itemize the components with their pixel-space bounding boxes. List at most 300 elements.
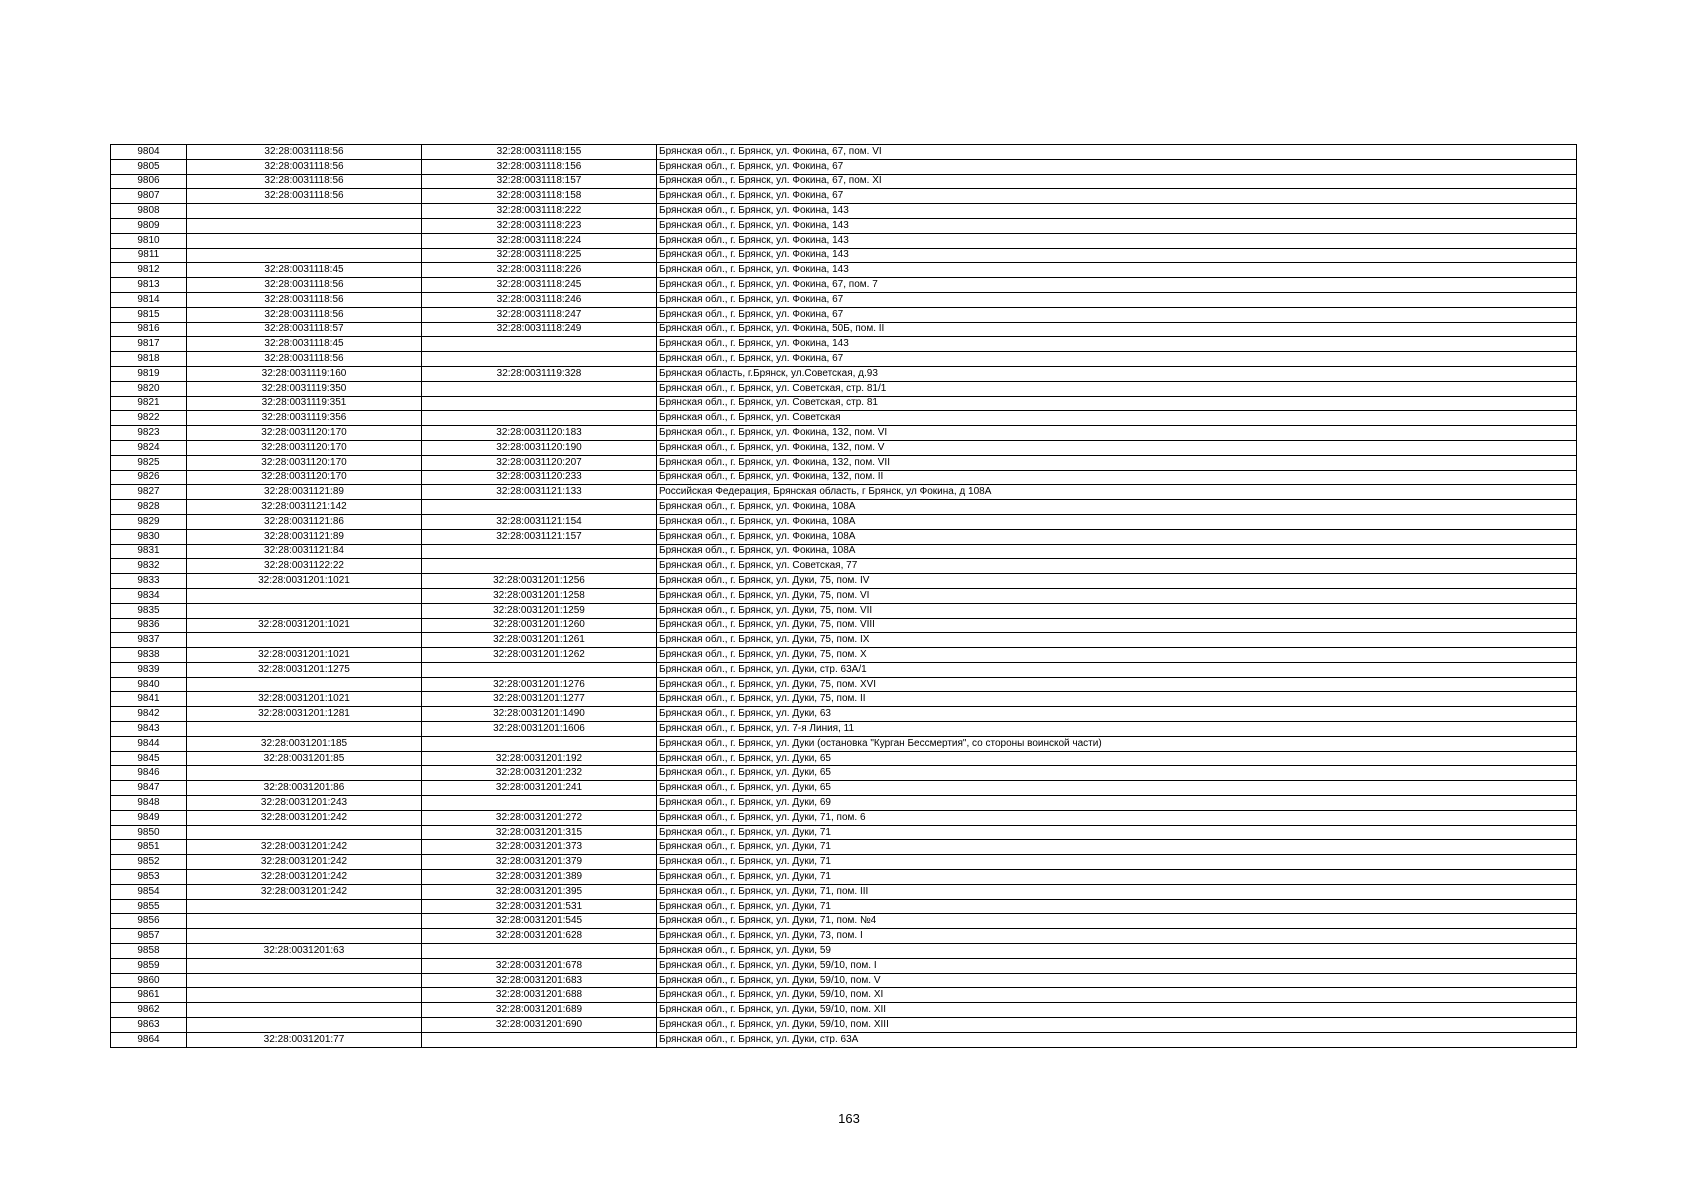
row-number-cell: 9817 bbox=[111, 337, 187, 352]
row-number-cell: 9824 bbox=[111, 440, 187, 455]
table-row bbox=[111, 736, 1577, 751]
object-cadastral-number-cell bbox=[422, 381, 657, 396]
table-row bbox=[111, 263, 1577, 278]
row-number-cell: 9833 bbox=[111, 574, 187, 589]
address-cell: Брянская обл., г. Брянск, ул. Дуки, стр. 63А bbox=[657, 1032, 1577, 1047]
row-number-cell: 9838 bbox=[111, 648, 187, 663]
object-cadastral-number-cell: 32:28:0031118:247 bbox=[422, 307, 657, 322]
address-cell: Брянская обл., г. Брянск, ул. Дуки, 59/10, пом. I bbox=[657, 958, 1577, 973]
parcel-cadastral-number-cell: 32:28:0031118:56 bbox=[187, 307, 422, 322]
parcel-cadastral-number-cell: 32:28:0031201:1021 bbox=[187, 574, 422, 589]
table-row bbox=[111, 352, 1577, 367]
table-row bbox=[111, 751, 1577, 766]
object-cadastral-number-cell: 32:28:0031201:678 bbox=[422, 958, 657, 973]
object-cadastral-number-cell: 32:28:0031118:156 bbox=[422, 159, 657, 174]
parcel-cadastral-number-cell: 32:28:0031118:45 bbox=[187, 337, 422, 352]
address-cell: Брянская обл., г. Брянск, ул. Дуки, 71, пом. III bbox=[657, 884, 1577, 899]
object-cadastral-number-cell: 32:28:0031201:1256 bbox=[422, 574, 657, 589]
parcel-cadastral-number-cell: 32:28:0031120:170 bbox=[187, 440, 422, 455]
row-number-cell: 9863 bbox=[111, 1018, 187, 1033]
address-cell: Брянская обл., г. Брянск, ул. Дуки, 65 bbox=[657, 751, 1577, 766]
table-row bbox=[111, 514, 1577, 529]
parcel-cadastral-number-cell: 32:28:0031121:89 bbox=[187, 485, 422, 500]
object-cadastral-number-cell: 32:28:0031118:225 bbox=[422, 248, 657, 263]
parcel-cadastral-number-cell: 32:28:0031121:84 bbox=[187, 544, 422, 559]
object-cadastral-number-cell: 32:28:0031201:545 bbox=[422, 914, 657, 929]
parcel-cadastral-number-cell: 32:28:0031121:86 bbox=[187, 514, 422, 529]
row-number-cell: 9854 bbox=[111, 884, 187, 899]
parcel-cadastral-number-cell: 32:28:0031201:1021 bbox=[187, 648, 422, 663]
parcel-cadastral-number-cell: 32:28:0031118:56 bbox=[187, 145, 422, 160]
row-number-cell: 9845 bbox=[111, 751, 187, 766]
row-number-cell: 9819 bbox=[111, 366, 187, 381]
address-cell: Брянская обл., г. Брянск, ул. Фокина, 143 bbox=[657, 218, 1577, 233]
parcel-cadastral-number-cell: 32:28:0031201:185 bbox=[187, 736, 422, 751]
address-cell: Брянская обл., г. Брянск, ул. Фокина, 50Б, пом. II bbox=[657, 322, 1577, 337]
address-cell: Брянская обл., г. Брянск, ул. Фокина, 143 bbox=[657, 248, 1577, 263]
address-cell: Брянская обл., г. Брянск, ул. 7-я Линия, 11 bbox=[657, 722, 1577, 737]
row-number-cell: 9864 bbox=[111, 1032, 187, 1047]
row-number-cell: 9826 bbox=[111, 470, 187, 485]
object-cadastral-number-cell bbox=[422, 944, 657, 959]
parcel-cadastral-number-cell: 32:28:0031201:1021 bbox=[187, 692, 422, 707]
table-row bbox=[111, 248, 1577, 263]
table-row bbox=[111, 145, 1577, 160]
address-cell: Брянская обл., г. Брянск, ул. Дуки, 71 bbox=[657, 840, 1577, 855]
address-cell: Брянская обл., г. Брянск, ул. Фокина, 132, пом. V bbox=[657, 440, 1577, 455]
parcel-cadastral-number-cell: 32:28:0031121:142 bbox=[187, 500, 422, 515]
table-row bbox=[111, 766, 1577, 781]
table-row bbox=[111, 174, 1577, 189]
object-cadastral-number-cell bbox=[422, 559, 657, 574]
object-cadastral-number-cell: 32:28:0031201:1606 bbox=[422, 722, 657, 737]
object-cadastral-number-cell: 32:28:0031118:158 bbox=[422, 189, 657, 204]
row-number-cell: 9859 bbox=[111, 958, 187, 973]
row-number-cell: 9811 bbox=[111, 248, 187, 263]
parcel-cadastral-number-cell: 32:28:0031201:242 bbox=[187, 870, 422, 885]
table-row bbox=[111, 914, 1577, 929]
address-cell: Брянская обл., г. Брянск, ул. Дуки, 75, пом. IX bbox=[657, 633, 1577, 648]
parcel-cadastral-number-cell bbox=[187, 914, 422, 929]
object-cadastral-number-cell: 32:28:0031121:133 bbox=[422, 485, 657, 500]
object-cadastral-number-cell: 32:28:0031118:222 bbox=[422, 204, 657, 219]
table-row bbox=[111, 722, 1577, 737]
table-row bbox=[111, 588, 1577, 603]
parcel-cadastral-number-cell bbox=[187, 1018, 422, 1033]
parcel-cadastral-number-cell: 32:28:0031118:56 bbox=[187, 189, 422, 204]
parcel-cadastral-number-cell bbox=[187, 929, 422, 944]
object-cadastral-number-cell: 32:28:0031201:688 bbox=[422, 988, 657, 1003]
address-cell: Брянская обл., г. Брянск, ул. Фокина, 108А bbox=[657, 514, 1577, 529]
object-cadastral-number-cell: 32:28:0031120:183 bbox=[422, 426, 657, 441]
parcel-cadastral-number-cell bbox=[187, 899, 422, 914]
table-row bbox=[111, 470, 1577, 485]
address-cell: Брянская обл., г. Брянск, ул. Дуки (остановка "Курган Бессмертия", со стороны воинской части) bbox=[657, 736, 1577, 751]
parcel-cadastral-number-cell: 32:28:0031121:89 bbox=[187, 529, 422, 544]
row-number-cell: 9810 bbox=[111, 233, 187, 248]
table-row bbox=[111, 500, 1577, 515]
address-cell: Брянская обл., г. Брянск, ул. Фокина, 67, пом. 7 bbox=[657, 278, 1577, 293]
table-row bbox=[111, 218, 1577, 233]
address-cell: Брянская обл., г. Брянск, ул. Фокина, 132, пом. VII bbox=[657, 455, 1577, 470]
parcel-cadastral-number-cell bbox=[187, 204, 422, 219]
table-row bbox=[111, 337, 1577, 352]
row-number-cell: 9814 bbox=[111, 292, 187, 307]
row-number-cell: 9815 bbox=[111, 307, 187, 322]
address-cell: Брянская обл., г. Брянск, ул. Дуки, стр. 63А/1 bbox=[657, 662, 1577, 677]
object-cadastral-number-cell bbox=[422, 1032, 657, 1047]
object-cadastral-number-cell: 32:28:0031201:1261 bbox=[422, 633, 657, 648]
parcel-cadastral-number-cell: 32:28:0031201:242 bbox=[187, 810, 422, 825]
parcel-cadastral-number-cell: 32:28:0031201:77 bbox=[187, 1032, 422, 1047]
address-cell: Брянская обл., г. Брянск, ул. Советская, стр. 81 bbox=[657, 396, 1577, 411]
parcel-cadastral-number-cell bbox=[187, 973, 422, 988]
row-number-cell: 9837 bbox=[111, 633, 187, 648]
address-cell: Брянская обл., г. Брянск, ул. Дуки, 59/10, пом. XIII bbox=[657, 1018, 1577, 1033]
parcel-cadastral-number-cell: 32:28:0031201:85 bbox=[187, 751, 422, 766]
address-cell: Брянская обл., г. Брянск, ул. Фокина, 143 bbox=[657, 233, 1577, 248]
object-cadastral-number-cell: 32:28:0031201:1262 bbox=[422, 648, 657, 663]
row-number-cell: 9820 bbox=[111, 381, 187, 396]
object-cadastral-number-cell: 32:28:0031201:690 bbox=[422, 1018, 657, 1033]
address-cell: Брянская обл., г. Брянск, ул. Фокина, 143 bbox=[657, 337, 1577, 352]
table-row bbox=[111, 396, 1577, 411]
parcel-cadastral-number-cell: 32:28:0031201:63 bbox=[187, 944, 422, 959]
address-cell: Брянская обл., г. Брянск, ул. Фокина, 108А bbox=[657, 529, 1577, 544]
parcel-cadastral-number-cell bbox=[187, 633, 422, 648]
object-cadastral-number-cell: 32:28:0031120:233 bbox=[422, 470, 657, 485]
row-number-cell: 9829 bbox=[111, 514, 187, 529]
address-cell: Брянская область, г.Брянск, ул.Советская, д.93 bbox=[657, 366, 1577, 381]
row-number-cell: 9856 bbox=[111, 914, 187, 929]
row-number-cell: 9808 bbox=[111, 204, 187, 219]
table-row bbox=[111, 603, 1577, 618]
object-cadastral-number-cell bbox=[422, 736, 657, 751]
parcel-cadastral-number-cell: 32:28:0031118:56 bbox=[187, 292, 422, 307]
object-cadastral-number-cell: 32:28:0031201:689 bbox=[422, 1003, 657, 1018]
address-cell: Брянская обл., г. Брянск, ул. Дуки, 75, пом. IV bbox=[657, 574, 1577, 589]
parcel-cadastral-number-cell: 32:28:0031118:57 bbox=[187, 322, 422, 337]
row-number-cell: 9836 bbox=[111, 618, 187, 633]
table-row bbox=[111, 884, 1577, 899]
object-cadastral-number-cell: 32:28:0031118:226 bbox=[422, 263, 657, 278]
row-number-cell: 9835 bbox=[111, 603, 187, 618]
row-number-cell: 9858 bbox=[111, 944, 187, 959]
address-cell: Брянская обл., г. Брянск, ул. Дуки, 71 bbox=[657, 870, 1577, 885]
table-row bbox=[111, 899, 1577, 914]
object-cadastral-number-cell bbox=[422, 796, 657, 811]
address-cell: Брянская обл., г. Брянск, ул. Фокина, 143 bbox=[657, 263, 1577, 278]
row-number-cell: 9862 bbox=[111, 1003, 187, 1018]
table-row bbox=[111, 958, 1577, 973]
address-cell: Брянская обл., г. Брянск, ул. Советская bbox=[657, 411, 1577, 426]
parcel-cadastral-number-cell: 32:28:0031119:160 bbox=[187, 366, 422, 381]
table-row bbox=[111, 381, 1577, 396]
address-cell: Брянская обл., г. Брянск, ул. Фокина, 67, пом. XI bbox=[657, 174, 1577, 189]
table-row bbox=[111, 692, 1577, 707]
table-row bbox=[111, 825, 1577, 840]
address-cell: Брянская обл., г. Брянск, ул. Фокина, 108А bbox=[657, 500, 1577, 515]
address-cell: Брянская обл., г. Брянск, ул. Дуки, 75, пом. VIII bbox=[657, 618, 1577, 633]
parcel-cadastral-number-cell bbox=[187, 988, 422, 1003]
address-cell: Брянская обл., г. Брянск, ул. Дуки, 75, пом. VI bbox=[657, 588, 1577, 603]
object-cadastral-number-cell: 32:28:0031118:246 bbox=[422, 292, 657, 307]
table-row bbox=[111, 633, 1577, 648]
row-number-cell: 9821 bbox=[111, 396, 187, 411]
row-number-cell: 9813 bbox=[111, 278, 187, 293]
address-cell: Брянская обл., г. Брянск, ул. Дуки, 71, пом. №4 bbox=[657, 914, 1577, 929]
address-cell: Брянская обл., г. Брянск, ул. Дуки, 59/10, пом. V bbox=[657, 973, 1577, 988]
table-row bbox=[111, 426, 1577, 441]
address-cell: Брянская обл., г. Брянск, ул. Фокина, 108А bbox=[657, 544, 1577, 559]
parcel-cadastral-number-cell: 32:28:0031201:1021 bbox=[187, 618, 422, 633]
object-cadastral-number-cell: 32:28:0031201:192 bbox=[422, 751, 657, 766]
address-cell: Брянская обл., г. Брянск, ул. Дуки, 71 bbox=[657, 855, 1577, 870]
table-row bbox=[111, 1032, 1577, 1047]
object-cadastral-number-cell bbox=[422, 500, 657, 515]
row-number-cell: 9805 bbox=[111, 159, 187, 174]
address-cell: Брянская обл., г. Брянск, ул. Дуки, 59/10, пом. XII bbox=[657, 1003, 1577, 1018]
parcel-cadastral-number-cell: 32:28:0031201:243 bbox=[187, 796, 422, 811]
row-number-cell: 9804 bbox=[111, 145, 187, 160]
parcel-cadastral-number-cell bbox=[187, 603, 422, 618]
parcel-cadastral-number-cell bbox=[187, 218, 422, 233]
address-cell: Брянская обл., г. Брянск, ул. Советская, 77 bbox=[657, 559, 1577, 574]
parcel-cadastral-number-cell bbox=[187, 766, 422, 781]
table-row bbox=[111, 677, 1577, 692]
table-row bbox=[111, 840, 1577, 855]
object-cadastral-number-cell bbox=[422, 396, 657, 411]
table-row bbox=[111, 307, 1577, 322]
parcel-cadastral-number-cell: 32:28:0031118:56 bbox=[187, 352, 422, 367]
object-cadastral-number-cell: 32:28:0031118:155 bbox=[422, 145, 657, 160]
address-cell: Российская Федерация, Брянская область, г Брянск, ул Фокина, д 108А bbox=[657, 485, 1577, 500]
object-cadastral-number-cell: 32:28:0031201:1490 bbox=[422, 707, 657, 722]
row-number-cell: 9842 bbox=[111, 707, 187, 722]
object-cadastral-number-cell: 32:28:0031201:1277 bbox=[422, 692, 657, 707]
object-cadastral-number-cell: 32:28:0031118:157 bbox=[422, 174, 657, 189]
address-cell: Брянская обл., г. Брянск, ул. Советская, стр. 81/1 bbox=[657, 381, 1577, 396]
table-row bbox=[111, 929, 1577, 944]
object-cadastral-number-cell bbox=[422, 544, 657, 559]
address-cell: Брянская обл., г. Брянск, ул. Дуки, 75, пом. II bbox=[657, 692, 1577, 707]
row-number-cell: 9849 bbox=[111, 810, 187, 825]
object-cadastral-number-cell: 32:28:0031118:223 bbox=[422, 218, 657, 233]
registry-table bbox=[110, 144, 1577, 1048]
row-number-cell: 9861 bbox=[111, 988, 187, 1003]
table-row bbox=[111, 648, 1577, 663]
page-number: 163 bbox=[838, 1111, 860, 1126]
parcel-cadastral-number-cell: 32:28:0031118:56 bbox=[187, 174, 422, 189]
object-cadastral-number-cell: 32:28:0031201:683 bbox=[422, 973, 657, 988]
address-cell: Брянская обл., г. Брянск, ул. Дуки, 71 bbox=[657, 899, 1577, 914]
table-row bbox=[111, 159, 1577, 174]
table-row bbox=[111, 485, 1577, 500]
table-row bbox=[111, 662, 1577, 677]
object-cadastral-number-cell: 32:28:0031201:1276 bbox=[422, 677, 657, 692]
table-row bbox=[111, 559, 1577, 574]
object-cadastral-number-cell: 32:28:0031201:1259 bbox=[422, 603, 657, 618]
object-cadastral-number-cell: 32:28:0031120:207 bbox=[422, 455, 657, 470]
object-cadastral-number-cell: 32:28:0031201:395 bbox=[422, 884, 657, 899]
row-number-cell: 9806 bbox=[111, 174, 187, 189]
parcel-cadastral-number-cell: 32:28:0031201:1275 bbox=[187, 662, 422, 677]
table-row bbox=[111, 781, 1577, 796]
table-row bbox=[111, 973, 1577, 988]
parcel-cadastral-number-cell: 32:28:0031201:1281 bbox=[187, 707, 422, 722]
object-cadastral-number-cell: 32:28:0031121:154 bbox=[422, 514, 657, 529]
address-cell: Брянская обл., г. Брянск, ул. Фокина, 67 bbox=[657, 352, 1577, 367]
row-number-cell: 9828 bbox=[111, 500, 187, 515]
object-cadastral-number-cell: 32:28:0031201:1260 bbox=[422, 618, 657, 633]
address-cell: Брянская обл., г. Брянск, ул. Дуки, 71 bbox=[657, 825, 1577, 840]
row-number-cell: 9830 bbox=[111, 529, 187, 544]
address-cell: Брянская обл., г. Брянск, ул. Дуки, 75, пом. XVI bbox=[657, 677, 1577, 692]
table-row bbox=[111, 855, 1577, 870]
table-row bbox=[111, 411, 1577, 426]
object-cadastral-number-cell: 32:28:0031201:379 bbox=[422, 855, 657, 870]
row-number-cell: 9832 bbox=[111, 559, 187, 574]
address-cell: Брянская обл., г. Брянск, ул. Фокина, 67 bbox=[657, 159, 1577, 174]
row-number-cell: 9816 bbox=[111, 322, 187, 337]
table-row bbox=[111, 292, 1577, 307]
address-cell: Брянская обл., г. Брянск, ул. Фокина, 132, пом. VI bbox=[657, 426, 1577, 441]
row-number-cell: 9807 bbox=[111, 189, 187, 204]
address-cell: Брянская обл., г. Брянск, ул. Фокина, 132, пом. II bbox=[657, 470, 1577, 485]
parcel-cadastral-number-cell: 32:28:0031118:56 bbox=[187, 278, 422, 293]
object-cadastral-number-cell: 32:28:0031201:373 bbox=[422, 840, 657, 855]
row-number-cell: 9860 bbox=[111, 973, 187, 988]
table-row bbox=[111, 455, 1577, 470]
address-cell: Брянская обл., г. Брянск, ул. Дуки, 65 bbox=[657, 766, 1577, 781]
table-row bbox=[111, 944, 1577, 959]
parcel-cadastral-number-cell: 32:28:0031120:170 bbox=[187, 455, 422, 470]
registry-table-body bbox=[111, 145, 1577, 1048]
address-cell: Брянская обл., г. Брянск, ул. Дуки, 65 bbox=[657, 781, 1577, 796]
object-cadastral-number-cell: 32:28:0031201:272 bbox=[422, 810, 657, 825]
row-number-cell: 9853 bbox=[111, 870, 187, 885]
object-cadastral-number-cell: 32:28:0031201:389 bbox=[422, 870, 657, 885]
object-cadastral-number-cell: 32:28:0031118:245 bbox=[422, 278, 657, 293]
object-cadastral-number-cell: 32:28:0031201:232 bbox=[422, 766, 657, 781]
address-cell: Брянская обл., г. Брянск, ул. Дуки, 63 bbox=[657, 707, 1577, 722]
table-row bbox=[111, 189, 1577, 204]
table-row bbox=[111, 233, 1577, 248]
address-cell: Брянская обл., г. Брянск, ул. Дуки, 59/10, пом. XI bbox=[657, 988, 1577, 1003]
row-number-cell: 9827 bbox=[111, 485, 187, 500]
row-number-cell: 9846 bbox=[111, 766, 187, 781]
table-row bbox=[111, 1018, 1577, 1033]
row-number-cell: 9825 bbox=[111, 455, 187, 470]
object-cadastral-number-cell: 32:28:0031201:241 bbox=[422, 781, 657, 796]
row-number-cell: 9831 bbox=[111, 544, 187, 559]
parcel-cadastral-number-cell bbox=[187, 233, 422, 248]
row-number-cell: 9851 bbox=[111, 840, 187, 855]
table-row bbox=[111, 574, 1577, 589]
object-cadastral-number-cell: 32:28:0031118:249 bbox=[422, 322, 657, 337]
table-row bbox=[111, 870, 1577, 885]
table-row bbox=[111, 322, 1577, 337]
parcel-cadastral-number-cell: 32:28:0031119:356 bbox=[187, 411, 422, 426]
address-cell: Брянская обл., г. Брянск, ул. Дуки, 71, пом. 6 bbox=[657, 810, 1577, 825]
row-number-cell: 9848 bbox=[111, 796, 187, 811]
object-cadastral-number-cell: 32:28:0031120:190 bbox=[422, 440, 657, 455]
row-number-cell: 9841 bbox=[111, 692, 187, 707]
row-number-cell: 9834 bbox=[111, 588, 187, 603]
object-cadastral-number-cell: 32:28:0031201:531 bbox=[422, 899, 657, 914]
parcel-cadastral-number-cell: 32:28:0031119:350 bbox=[187, 381, 422, 396]
table-row bbox=[111, 366, 1577, 381]
address-cell: Брянская обл., г. Брянск, ул. Фокина, 143 bbox=[657, 204, 1577, 219]
table-row bbox=[111, 707, 1577, 722]
table-row bbox=[111, 988, 1577, 1003]
row-number-cell: 9857 bbox=[111, 929, 187, 944]
table-row bbox=[111, 544, 1577, 559]
table-row bbox=[111, 796, 1577, 811]
row-number-cell: 9855 bbox=[111, 899, 187, 914]
object-cadastral-number-cell: 32:28:0031201:628 bbox=[422, 929, 657, 944]
table-row bbox=[111, 618, 1577, 633]
parcel-cadastral-number-cell: 32:28:0031201:242 bbox=[187, 840, 422, 855]
row-number-cell: 9812 bbox=[111, 263, 187, 278]
row-number-cell: 9850 bbox=[111, 825, 187, 840]
row-number-cell: 9847 bbox=[111, 781, 187, 796]
parcel-cadastral-number-cell: 32:28:0031201:242 bbox=[187, 855, 422, 870]
row-number-cell: 9822 bbox=[111, 411, 187, 426]
address-cell: Брянская обл., г. Брянск, ул. Дуки, 59 bbox=[657, 944, 1577, 959]
row-number-cell: 9844 bbox=[111, 736, 187, 751]
object-cadastral-number-cell bbox=[422, 352, 657, 367]
address-cell: Брянская обл., г. Брянск, ул. Дуки, 75, пом. VII bbox=[657, 603, 1577, 618]
object-cadastral-number-cell: 32:28:0031118:224 bbox=[422, 233, 657, 248]
table-row bbox=[111, 529, 1577, 544]
table-row bbox=[111, 1003, 1577, 1018]
parcel-cadastral-number-cell bbox=[187, 958, 422, 973]
address-cell: Брянская обл., г. Брянск, ул. Фокина, 67 bbox=[657, 292, 1577, 307]
object-cadastral-number-cell: 32:28:0031121:157 bbox=[422, 529, 657, 544]
table-row bbox=[111, 204, 1577, 219]
parcel-cadastral-number-cell: 32:28:0031201:86 bbox=[187, 781, 422, 796]
object-cadastral-number-cell bbox=[422, 662, 657, 677]
parcel-cadastral-number-cell: 32:28:0031122:22 bbox=[187, 559, 422, 574]
table-row bbox=[111, 810, 1577, 825]
object-cadastral-number-cell bbox=[422, 411, 657, 426]
parcel-cadastral-number-cell: 32:28:0031119:351 bbox=[187, 396, 422, 411]
parcel-cadastral-number-cell bbox=[187, 825, 422, 840]
row-number-cell: 9839 bbox=[111, 662, 187, 677]
address-cell: Брянская обл., г. Брянск, ул. Фокина, 67, пом. VI bbox=[657, 145, 1577, 160]
parcel-cadastral-number-cell bbox=[187, 677, 422, 692]
object-cadastral-number-cell: 32:28:0031201:1258 bbox=[422, 588, 657, 603]
row-number-cell: 9852 bbox=[111, 855, 187, 870]
object-cadastral-number-cell: 32:28:0031201:315 bbox=[422, 825, 657, 840]
table-row bbox=[111, 440, 1577, 455]
address-cell: Брянская обл., г. Брянск, ул. Фокина, 67 bbox=[657, 307, 1577, 322]
parcel-cadastral-number-cell: 32:28:0031118:45 bbox=[187, 263, 422, 278]
parcel-cadastral-number-cell bbox=[187, 248, 422, 263]
table-row bbox=[111, 278, 1577, 293]
parcel-cadastral-number-cell bbox=[187, 1003, 422, 1018]
address-cell: Брянская обл., г. Брянск, ул. Фокина, 67 bbox=[657, 189, 1577, 204]
parcel-cadastral-number-cell bbox=[187, 722, 422, 737]
row-number-cell: 9843 bbox=[111, 722, 187, 737]
address-cell: Брянская обл., г. Брянск, ул. Дуки, 75, пом. X bbox=[657, 648, 1577, 663]
object-cadastral-number-cell: 32:28:0031119:328 bbox=[422, 366, 657, 381]
parcel-cadastral-number-cell: 32:28:0031120:170 bbox=[187, 470, 422, 485]
row-number-cell: 9823 bbox=[111, 426, 187, 441]
row-number-cell: 9818 bbox=[111, 352, 187, 367]
row-number-cell: 9840 bbox=[111, 677, 187, 692]
